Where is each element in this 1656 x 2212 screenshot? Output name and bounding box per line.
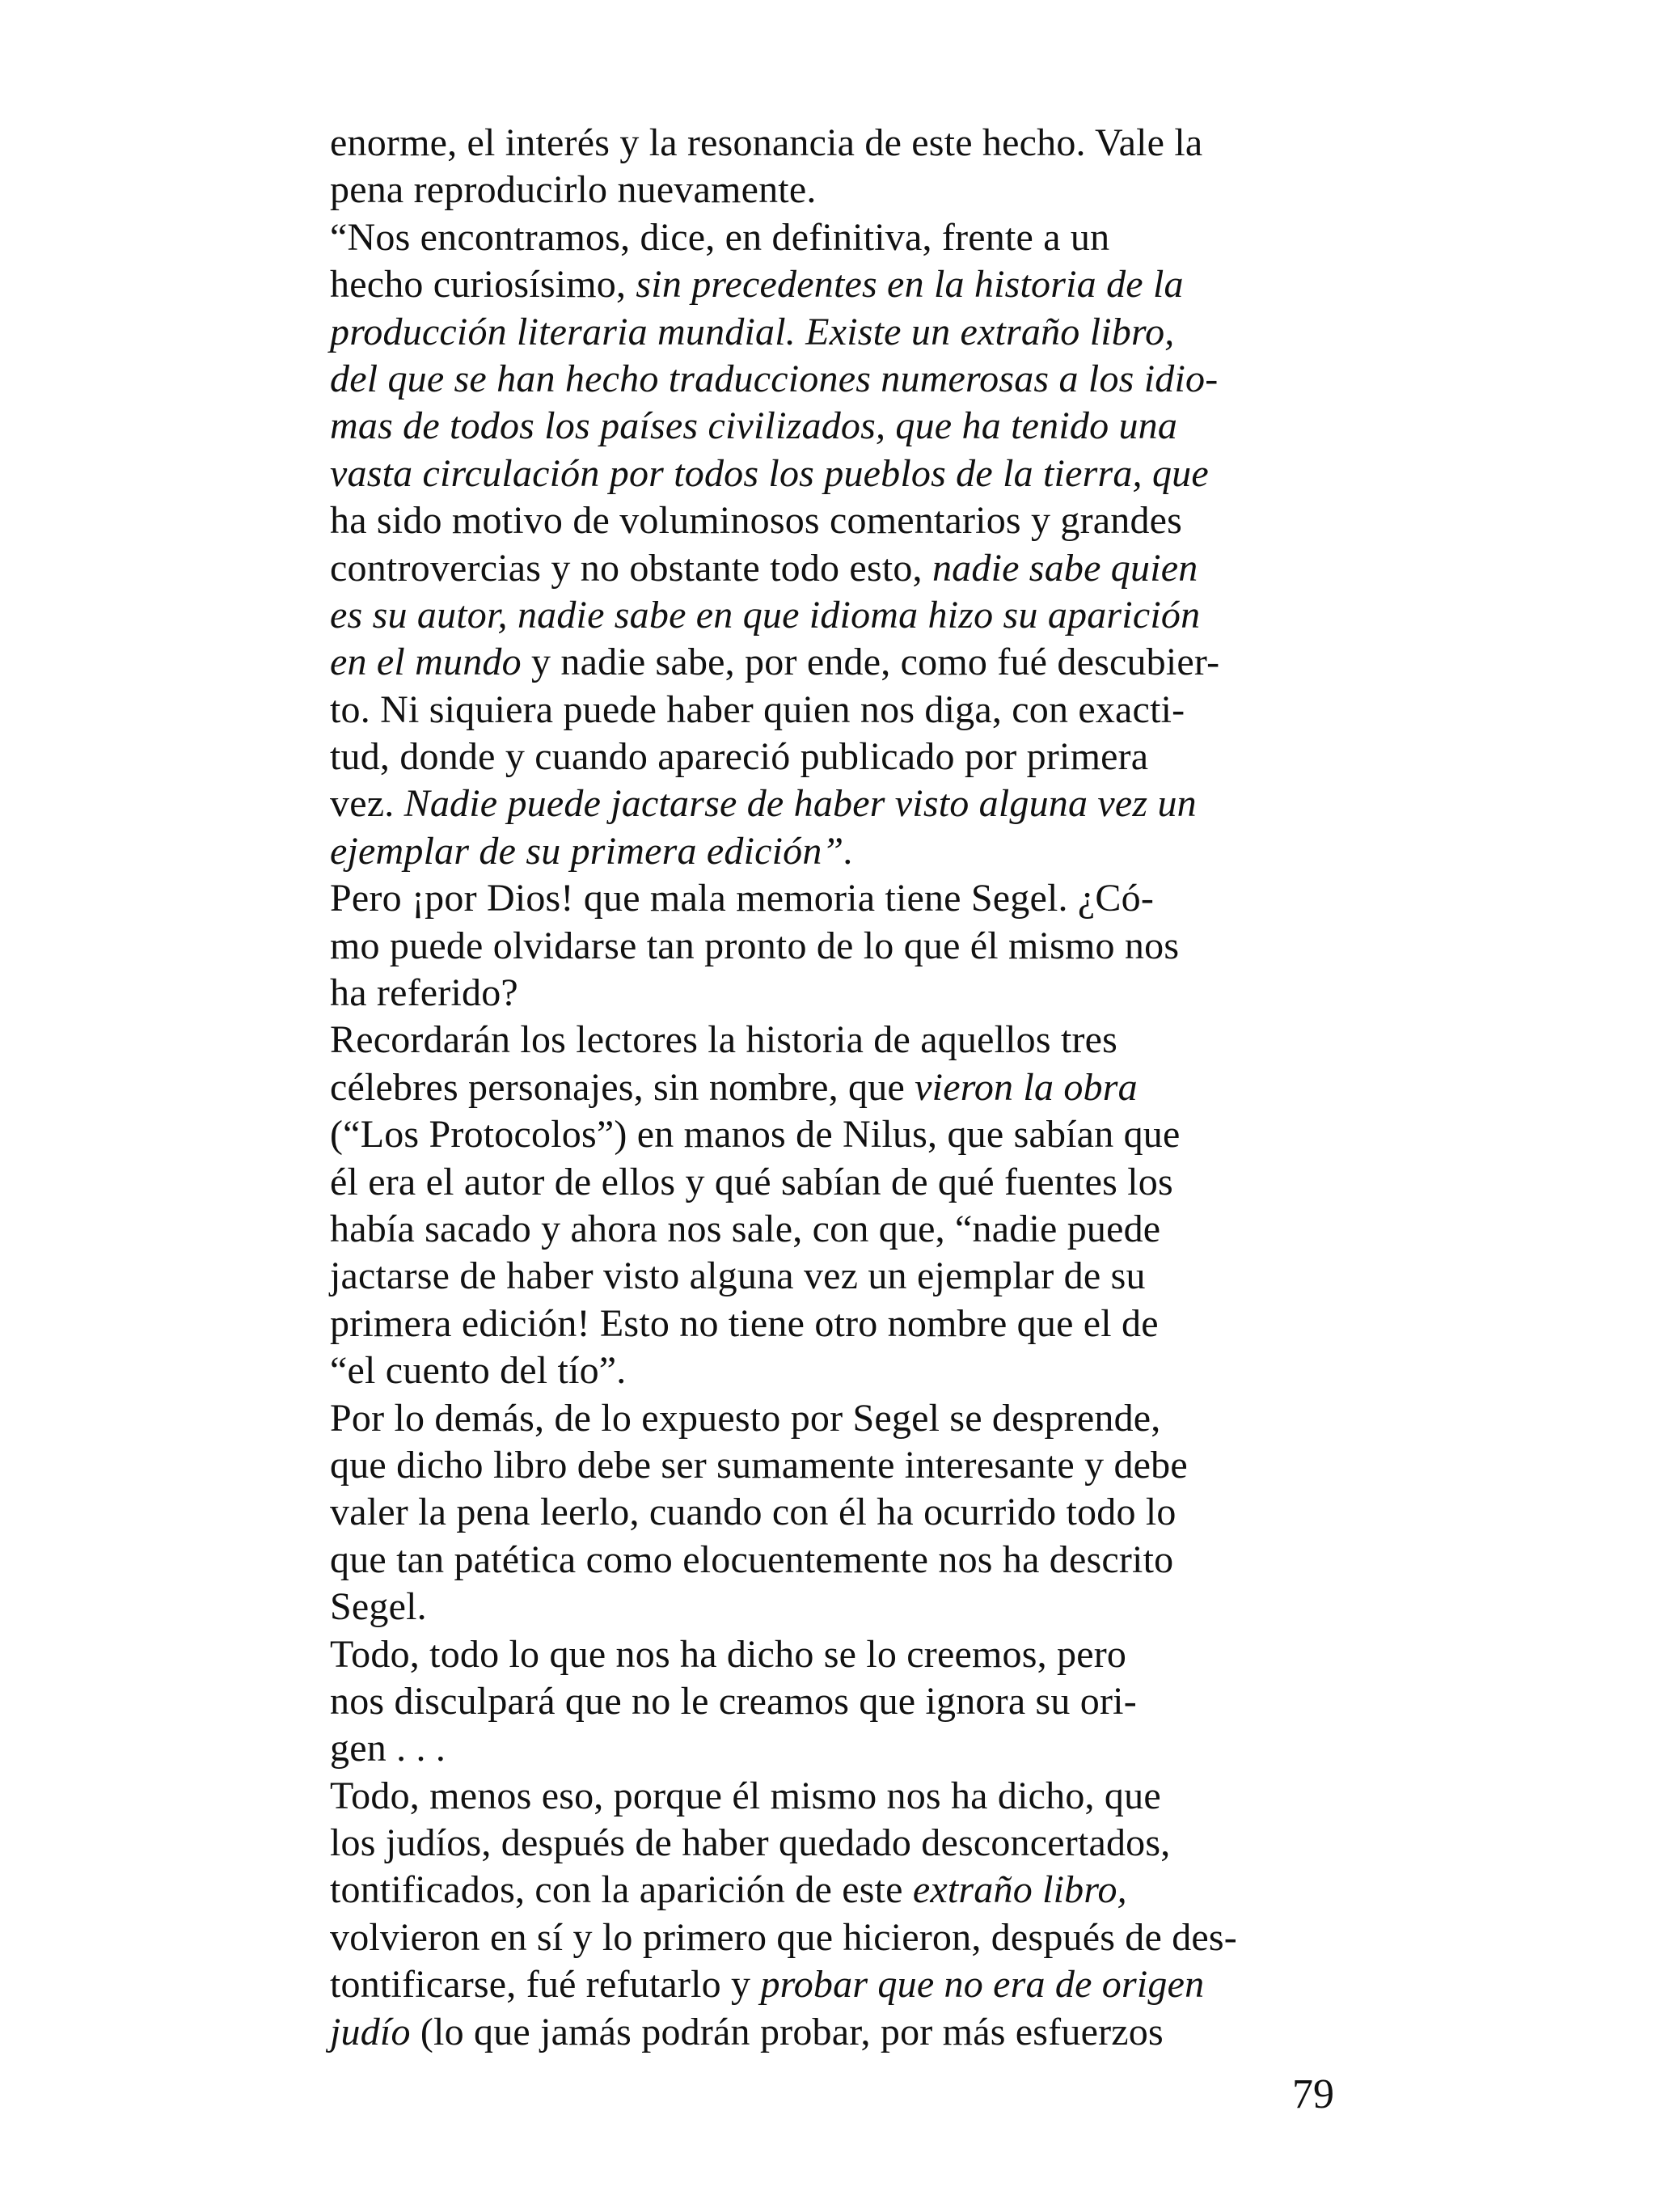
text-line <box>330 687 1381 734</box>
text-segment: pena reproducirlo nuevamente. <box>330 168 817 212</box>
text-segment: Por lo demás, de lo expuesto por Segel se desprende, <box>330 1396 1161 1440</box>
text-segment: vez. <box>330 782 404 826</box>
text-line <box>330 1347 1381 1394</box>
text-line <box>330 1725 1381 1772</box>
italic-text-segment: ejemplar de su primera edición”. <box>330 829 854 873</box>
text-segment: hecho curiosísimo, <box>330 263 636 307</box>
text-segment: “Nos encontramos, dice, en definitiva, frente a un <box>330 215 1110 259</box>
text-segment: célebres personajes, sin nombre, que <box>330 1065 915 1109</box>
italic-text-segment: extraño libro, <box>912 1868 1127 1912</box>
text-line <box>330 1159 1381 1206</box>
text-segment: “el cuento del tío”. <box>330 1349 627 1393</box>
text-line <box>330 1206 1381 1253</box>
text-segment: mo puede olvidarse tan pronto de lo que él mismo nos <box>330 924 1180 967</box>
italic-text-segment: nadie sabe quien <box>932 546 1198 590</box>
italic-text-segment: producción literaria mundial. Existe un extraño libro, <box>330 310 1175 353</box>
text-segment: Pero ¡por Dios! que mala memoria tiene Segel. ¿Có- <box>330 877 1155 920</box>
text-segment: Todo, menos eso, porque él mismo nos ha dicho, que <box>330 1774 1161 1817</box>
text-segment: valer la pena leerlo, cuando con él ha ocurrido todo lo <box>330 1491 1177 1534</box>
text-segment: y nadie sabe, por ende, como fué descubier- <box>521 641 1220 684</box>
text-line <box>330 450 1381 497</box>
text-line <box>330 1914 1381 1961</box>
text-segment: que tan patética como elocuentemente nos ha descrito <box>330 1537 1174 1581</box>
text-line <box>330 120 1381 167</box>
text-segment: Todo, todo lo que nos ha dicho se lo creemos, pero <box>330 1632 1127 1676</box>
italic-text-segment: del que se han hecho traducciones numerosas a los idio- <box>330 357 1219 400</box>
text-segment: los judíos, después de haber quedado desconcertados, <box>330 1821 1171 1865</box>
text-segment: (lo que jamás podrán probar, por más esfuerzos <box>410 2010 1164 2053</box>
text-line <box>330 1442 1381 1489</box>
text-line <box>330 261 1381 308</box>
text-segment: controvercias y no obstante todo esto, <box>330 546 932 590</box>
italic-text-segment: judío <box>330 2010 411 2053</box>
italic-text-segment: probar que no era de origen <box>760 1963 1205 2007</box>
text-segment: enorme, el interés y la resonancia de este hecho. Vale la <box>330 121 1203 164</box>
text-segment: (“Los Protocolos”) en manos de Nilus, que sabían que <box>330 1113 1181 1157</box>
text-line <box>330 309 1381 356</box>
text-segment: Recordarán los lectores la historia de aquellos tres <box>330 1018 1118 1062</box>
text-line <box>330 167 1381 214</box>
text-line <box>330 1961 1381 2008</box>
text-line <box>330 1253 1381 1300</box>
text-line <box>330 1584 1381 1630</box>
text-line <box>330 1631 1381 1678</box>
text-line <box>330 734 1381 780</box>
text-line <box>330 497 1381 544</box>
text-line <box>330 592 1381 639</box>
italic-text-segment: vieron la obra <box>915 1065 1138 1109</box>
text-line <box>330 923 1381 970</box>
text-line <box>330 214 1381 261</box>
text-line <box>330 1537 1381 1584</box>
text-line <box>330 2009 1381 2056</box>
text-line <box>330 1867 1381 1914</box>
text-segment: to. Ni siquiera puede haber quien nos diga, con exacti- <box>330 687 1185 731</box>
body-text <box>330 120 1381 2056</box>
text-line <box>330 1301 1381 1347</box>
italic-text-segment: vasta circulación por todos los pueblos de la tierra, que <box>330 451 1209 495</box>
text-line <box>330 639 1381 686</box>
text-line <box>330 403 1381 450</box>
text-segment: gen . . . <box>330 1727 446 1770</box>
text-segment: jactarse de haber visto alguna vez un ejemplar de su <box>330 1254 1146 1298</box>
text-segment: tud, donde y cuando apareció publicado por primera <box>330 735 1149 779</box>
text-segment: tontificarse, fué refutarlo y <box>330 1963 761 2007</box>
text-line <box>330 356 1381 403</box>
text-line <box>330 1773 1381 1820</box>
text-line <box>330 780 1381 827</box>
text-line <box>330 1678 1381 1725</box>
text-line <box>330 545 1381 592</box>
page-number: 79 <box>1292 2071 1334 2117</box>
text-segment: volvieron en sí y lo primero que hicieron, después de des- <box>330 1915 1237 1959</box>
text-line <box>330 1820 1381 1867</box>
text-line <box>330 1489 1381 1536</box>
text-line <box>330 1064 1381 1111</box>
italic-text-segment: es su autor, nadie sabe en que idioma hizo su aparición <box>330 593 1201 637</box>
text-line <box>330 875 1381 922</box>
text-segment: tontificados, con la aparición de este <box>330 1868 913 1912</box>
text-line <box>330 970 1381 1017</box>
text-line <box>330 1395 1381 1442</box>
text-segment: ha referido? <box>330 971 518 1015</box>
text-segment: él era el autor de ellos y qué sabían de qué fuentes los <box>330 1160 1173 1203</box>
text-segment: había sacado y ahora nos sale, con que, “nadie puede <box>330 1207 1161 1250</box>
text-segment: Segel. <box>330 1585 427 1629</box>
italic-text-segment: sin precedentes en la historia de la <box>636 263 1184 307</box>
text-segment: que dicho libro debe ser sumamente interesante y debe <box>330 1443 1188 1487</box>
text-line <box>330 828 1381 875</box>
text-segment: ha sido motivo de voluminosos comentarios y grandes <box>330 499 1183 543</box>
text-segment: nos disculpará que no le creamos que ignora su ori- <box>330 1679 1137 1723</box>
italic-text-segment: Nadie puede jactarse de haber visto alguna vez un <box>403 782 1197 826</box>
text-line <box>330 1017 1381 1064</box>
italic-text-segment: mas de todos los países civilizados, que ha tenido una <box>330 404 1178 448</box>
text-line <box>330 1111 1381 1158</box>
italic-text-segment: en el mundo <box>330 641 522 684</box>
text-segment: primera edición! Esto no tiene otro nombre que el de <box>330 1301 1159 1345</box>
